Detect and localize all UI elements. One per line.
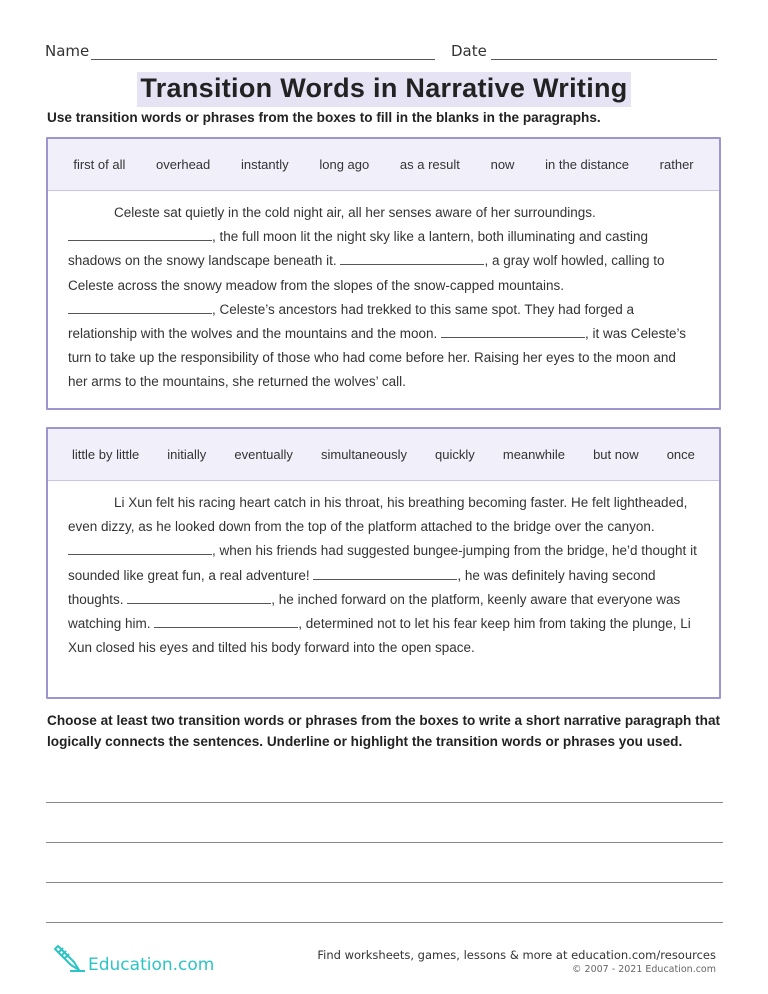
- title-wrap: [0, 72, 768, 107]
- word-bank-item: now: [490, 157, 515, 172]
- word-bank-item: quickly: [435, 447, 475, 462]
- word-bank-item: little by little: [72, 447, 140, 462]
- fill-blank[interactable]: [313, 567, 457, 580]
- page-title: Transition Words in Narrative Writing: [137, 72, 630, 107]
- word-bank-item: simultaneously: [320, 447, 407, 462]
- exercise-box-1: [46, 137, 721, 410]
- writing-prompt: Choose at least two transition words or phrases from the boxes to write a short narrative paragraph that logically connects the sentences. Underline or highlight the transition words or phrases you used.: [47, 713, 721, 749]
- word-bank-item: first of all: [73, 157, 126, 172]
- fill-blank[interactable]: [68, 228, 212, 241]
- passage-text: Li Xun felt his racing heart catch in his throat, his breathing becoming faster. He felt lightheaded, even dizzy, as he looked down from the top of the platform attached to the bridge over the canyon.: [68, 495, 688, 535]
- word-bank-item: instantly: [240, 157, 289, 172]
- passage-text: , determined not to let his fear keep him from taking the plunge, Li Xun closed his eyes and tilted his body forward into the open space.: [68, 616, 691, 656]
- word-bank-item: in the distance: [545, 157, 629, 172]
- passage-text: , a gray wolf howled, calling to Celeste across the snowy meadow from the slopes of the snow-capped mountains.: [68, 253, 665, 293]
- fill-blank[interactable]: [127, 591, 271, 604]
- passage-text: Celeste sat quietly in the cold night air, all her senses aware of her surroundings.: [114, 205, 596, 220]
- word-bank-1: [48, 139, 719, 191]
- word-bank-item: rather: [659, 157, 694, 172]
- word-bank-item: overhead: [156, 157, 211, 172]
- writing-line[interactable]: [46, 882, 723, 883]
- word-bank-item: once: [666, 447, 695, 462]
- instructions: Use transition words or phrases from the boxes to fill in the blanks in the paragraphs.: [47, 110, 601, 125]
- passage-text: , when his friends had suggested bungee-jumping from the bridge, he’d thought it sounded like great fun, a real adventure!: [68, 543, 697, 583]
- education-logo: [52, 942, 214, 974]
- passage-1: [48, 191, 719, 405]
- word-bank-2: [48, 429, 719, 481]
- word-bank-item: but now: [593, 447, 639, 462]
- passage-2: [48, 481, 719, 670]
- word-bank-item: eventually: [234, 447, 293, 462]
- word-bank-item: long ago: [319, 157, 370, 172]
- fill-blank[interactable]: [441, 325, 585, 338]
- date-label: Date: [451, 42, 487, 60]
- word-bank-item: meanwhile: [502, 447, 566, 462]
- pencil-logo-icon: [52, 942, 86, 974]
- exercise-box-2: [46, 427, 721, 699]
- word-bank-item: as a result: [399, 157, 460, 172]
- passage-text: , he inched forward on the platform, keenly aware that everyone was watching him.: [68, 591, 681, 632]
- fill-blank[interactable]: [68, 301, 212, 314]
- date-line[interactable]: [491, 59, 717, 60]
- writing-line[interactable]: [46, 802, 723, 803]
- passage-text: , he was definitely having second thoughts.: [68, 567, 656, 607]
- fill-blank[interactable]: [340, 252, 484, 265]
- fill-blank[interactable]: [68, 542, 212, 555]
- footer-copyright: © 2007 - 2021 Education.com: [572, 964, 716, 975]
- name-label: Name: [45, 42, 90, 60]
- footer-tagline: Find worksheets, games, lessons & more at education.com/resources: [317, 948, 716, 962]
- word-bank-item: initially: [167, 447, 207, 462]
- fill-blank[interactable]: [154, 615, 298, 628]
- passage-text: , the full moon lit the night sky like a lantern, both illuminating and casting shadows on the snowy landscape beneath it.: [68, 229, 648, 269]
- passage-text: , it was Celeste’s turn to take up the responsibility of those who had come before her. Raising her eyes to the moon and her arms to the mountains, she returned the wolves’ call.: [68, 326, 687, 390]
- passage-text: , Celeste’s ancestors had trekked to this same spot. They had forged a relationship with the wolves and the mountains and the moon.: [68, 301, 634, 342]
- name-date-header: [45, 40, 718, 64]
- name-line[interactable]: [91, 59, 435, 60]
- footer: [317, 948, 716, 975]
- writing-line[interactable]: [46, 842, 723, 843]
- writing-line[interactable]: [46, 922, 723, 923]
- logo-text: Education.com: [88, 955, 215, 975]
